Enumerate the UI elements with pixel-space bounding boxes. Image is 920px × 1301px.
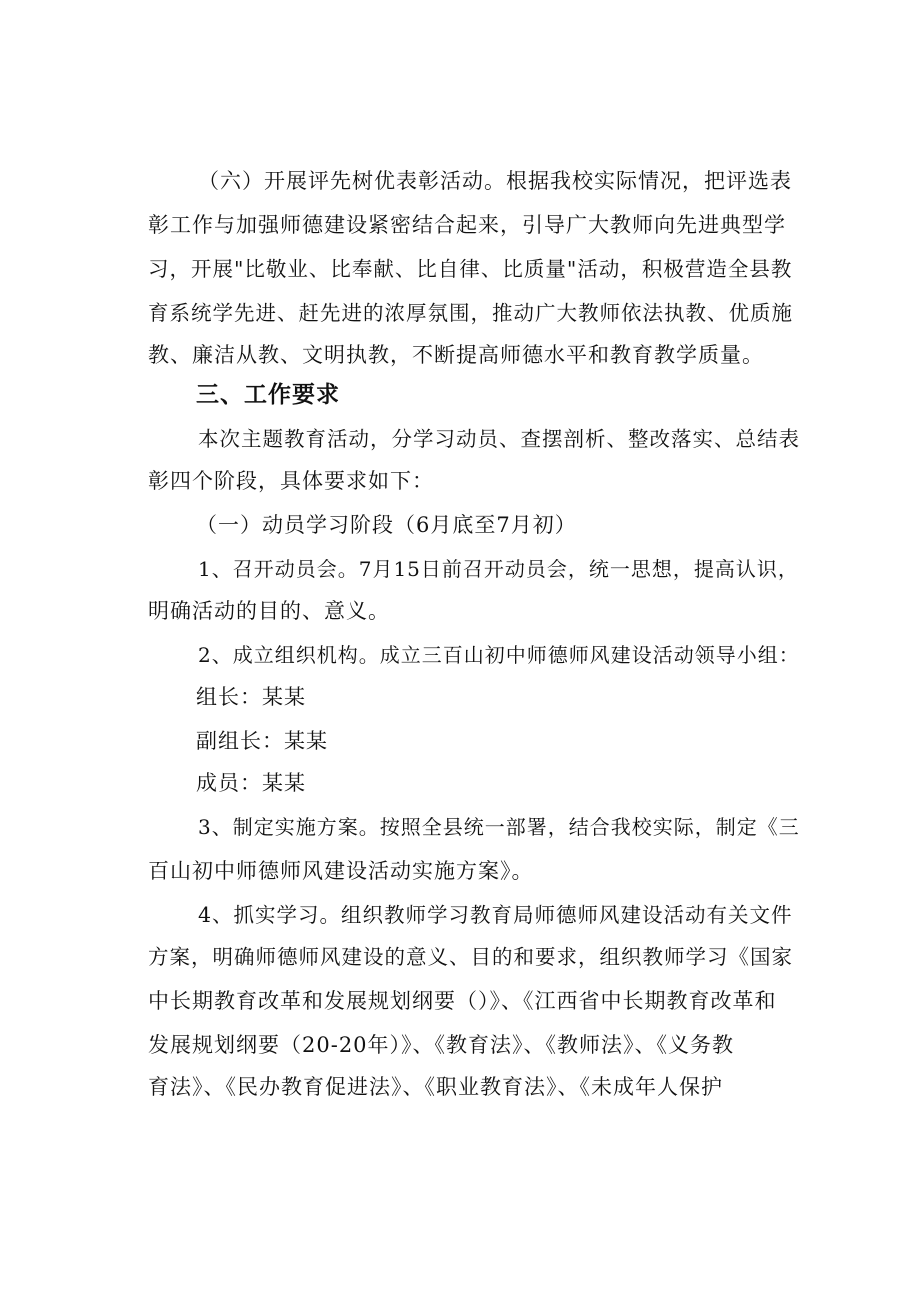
item-4-line-4: 发展规划纲要（20-20年）》、《教育法》、《教师法》、《义务教: [148, 1033, 735, 1057]
stage-1-heading: （一）动员学习阶段（6月底至7月初）: [196, 513, 577, 537]
paragraph-6-line-1: （六）开展评先树优表彰活动。根据我校实际情况，把评选表: [198, 169, 792, 193]
intro-line-1: 本次主题教育活动，分学习动员、查摆剖析、整改落实、总结表: [198, 427, 800, 451]
leader-line: 组长：某某: [196, 685, 306, 709]
paragraph-6-line-4: 育系统学先进、赶先进的浓厚氛围，推动广大教师依法执教、优质施: [148, 301, 793, 325]
paragraph-6-line-3: 习，开展"比敬业、比奉献、比自律、比质量"活动，积极营造全县教: [148, 257, 793, 281]
item-4-line-1: 4、抓实学习。组织教师学习教育局师德师风建设活动有关文件: [198, 903, 793, 927]
section-heading: 三、工作要求: [196, 382, 340, 408]
item-4-line-5: 育法》、《民办教育促进法》、《职业教育法》、《未成年人保护: [148, 1075, 723, 1099]
paragraph-6-line-5: 教、廉洁从教、文明执教，不断提高师德水平和教育教学质量。: [148, 343, 764, 367]
item-4-line-3: 中长期教育改革和发展规划纲要（）》、《江西省中长期教育改革和: [148, 989, 777, 1013]
item-3-line-2: 百山初中师德师风建设活动实施方案》。: [148, 859, 534, 883]
paragraph-6-line-2: 彰工作与加强师德建设紧密结合起来，引导广大教师向先进典型学: [148, 213, 786, 237]
item-2-line-1: 2、成立组织机构。成立三百山初中师德师风建设活动领导小组：: [198, 643, 800, 667]
members-line: 成员：某某: [196, 771, 306, 795]
item-1-line-1: 1、召开动员会。7月15日前召开动员会，统一思想，提高认识，: [198, 557, 799, 581]
intro-line-2: 彰四个阶段，具体要求如下：: [148, 469, 434, 493]
item-4-line-2: 方案，明确师德师风建设的意义、目的和要求，组织教师学习《国家: [148, 945, 793, 969]
item-3-line-1: 3、制定实施方案。按照全县统一部署，结合我校实际，制定《三: [198, 815, 800, 839]
item-1-line-2: 明确活动的目的、意义。: [148, 599, 390, 623]
deputy-leader-line: 副组长：某某: [196, 729, 328, 753]
